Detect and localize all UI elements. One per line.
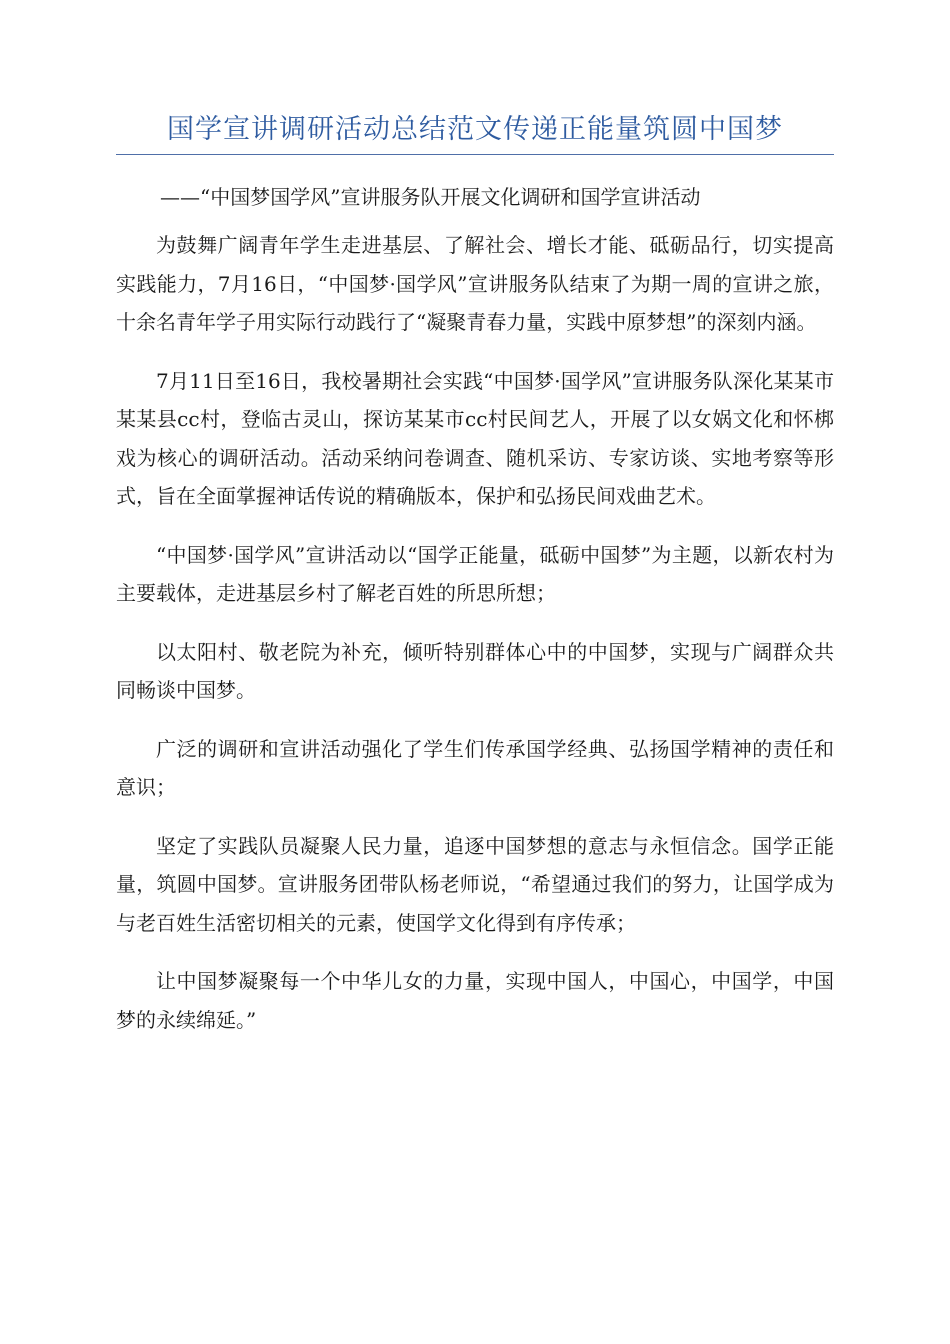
- paragraph: 以太阳村、敬老院为补充，倾听特别群体心中的中国梦，实现与广阔群众共同畅谈中国梦。: [116, 639, 834, 702]
- paragraph: 坚定了实践队员凝聚人民力量，追逐中国梦想的意志与永恒信念。国学正能量，筑圆中国梦。宣讲服务团带队杨老师说，“希望通过我们的努力，让国学成为与老百姓生活密切相关的元素，使国学文化得到有序传承；: [116, 833, 834, 935]
- paragraph: 广泛的调研和宣讲活动强化了学生们传承国学经典、弘扬国学精神的责任和意识；: [116, 736, 834, 799]
- document-title: 国学宣讲调研活动总结范文传递正能量筑圆中国梦: [167, 114, 783, 145]
- document-body: [116, 226, 834, 1059]
- paragraph: “中国梦·国学风”宣讲活动以“国学正能量，砥砺中国梦”为主题，以新农村为主要载体，走进基层乡村了解老百姓的所思所想；: [116, 542, 834, 605]
- document-subtitle: ——“中国梦国学风”宣讲服务队开展文化调研和国学宣讲活动: [160, 185, 701, 209]
- paragraph: 为鼓舞广阔青年学生走进基层、了解社会、增长才能、砥砺品行，切实提高实践能力，7月16日，“中国梦·国学风”宣讲服务队结束了为期一周的宣讲之旅，十余名青年学子用实际行动践行了“凝聚青春力量，实践中原梦想”的深刻内涵。: [116, 233, 834, 334]
- paragraph: 让中国梦凝聚每一个中华儿女的力量，实现中国人，中国心，中国学，中国梦的永续绵延。”: [116, 969, 834, 1032]
- paragraph: 7月11日至16日，我校暑期社会实践“中国梦·国学风”宣讲服务队深化某某市某某县cc村，登临古灵山，探访某某市cc村民间艺人，开展了以女娲文化和怀梆戏为核心的调研活动。活动采纳问卷调查、随机采访、专家访谈、实地考察等形式，旨在全面掌握神话传说的精确版本，保护和弘扬民间戏曲艺术。: [116, 368, 834, 508]
- title-underline: [116, 154, 834, 155]
